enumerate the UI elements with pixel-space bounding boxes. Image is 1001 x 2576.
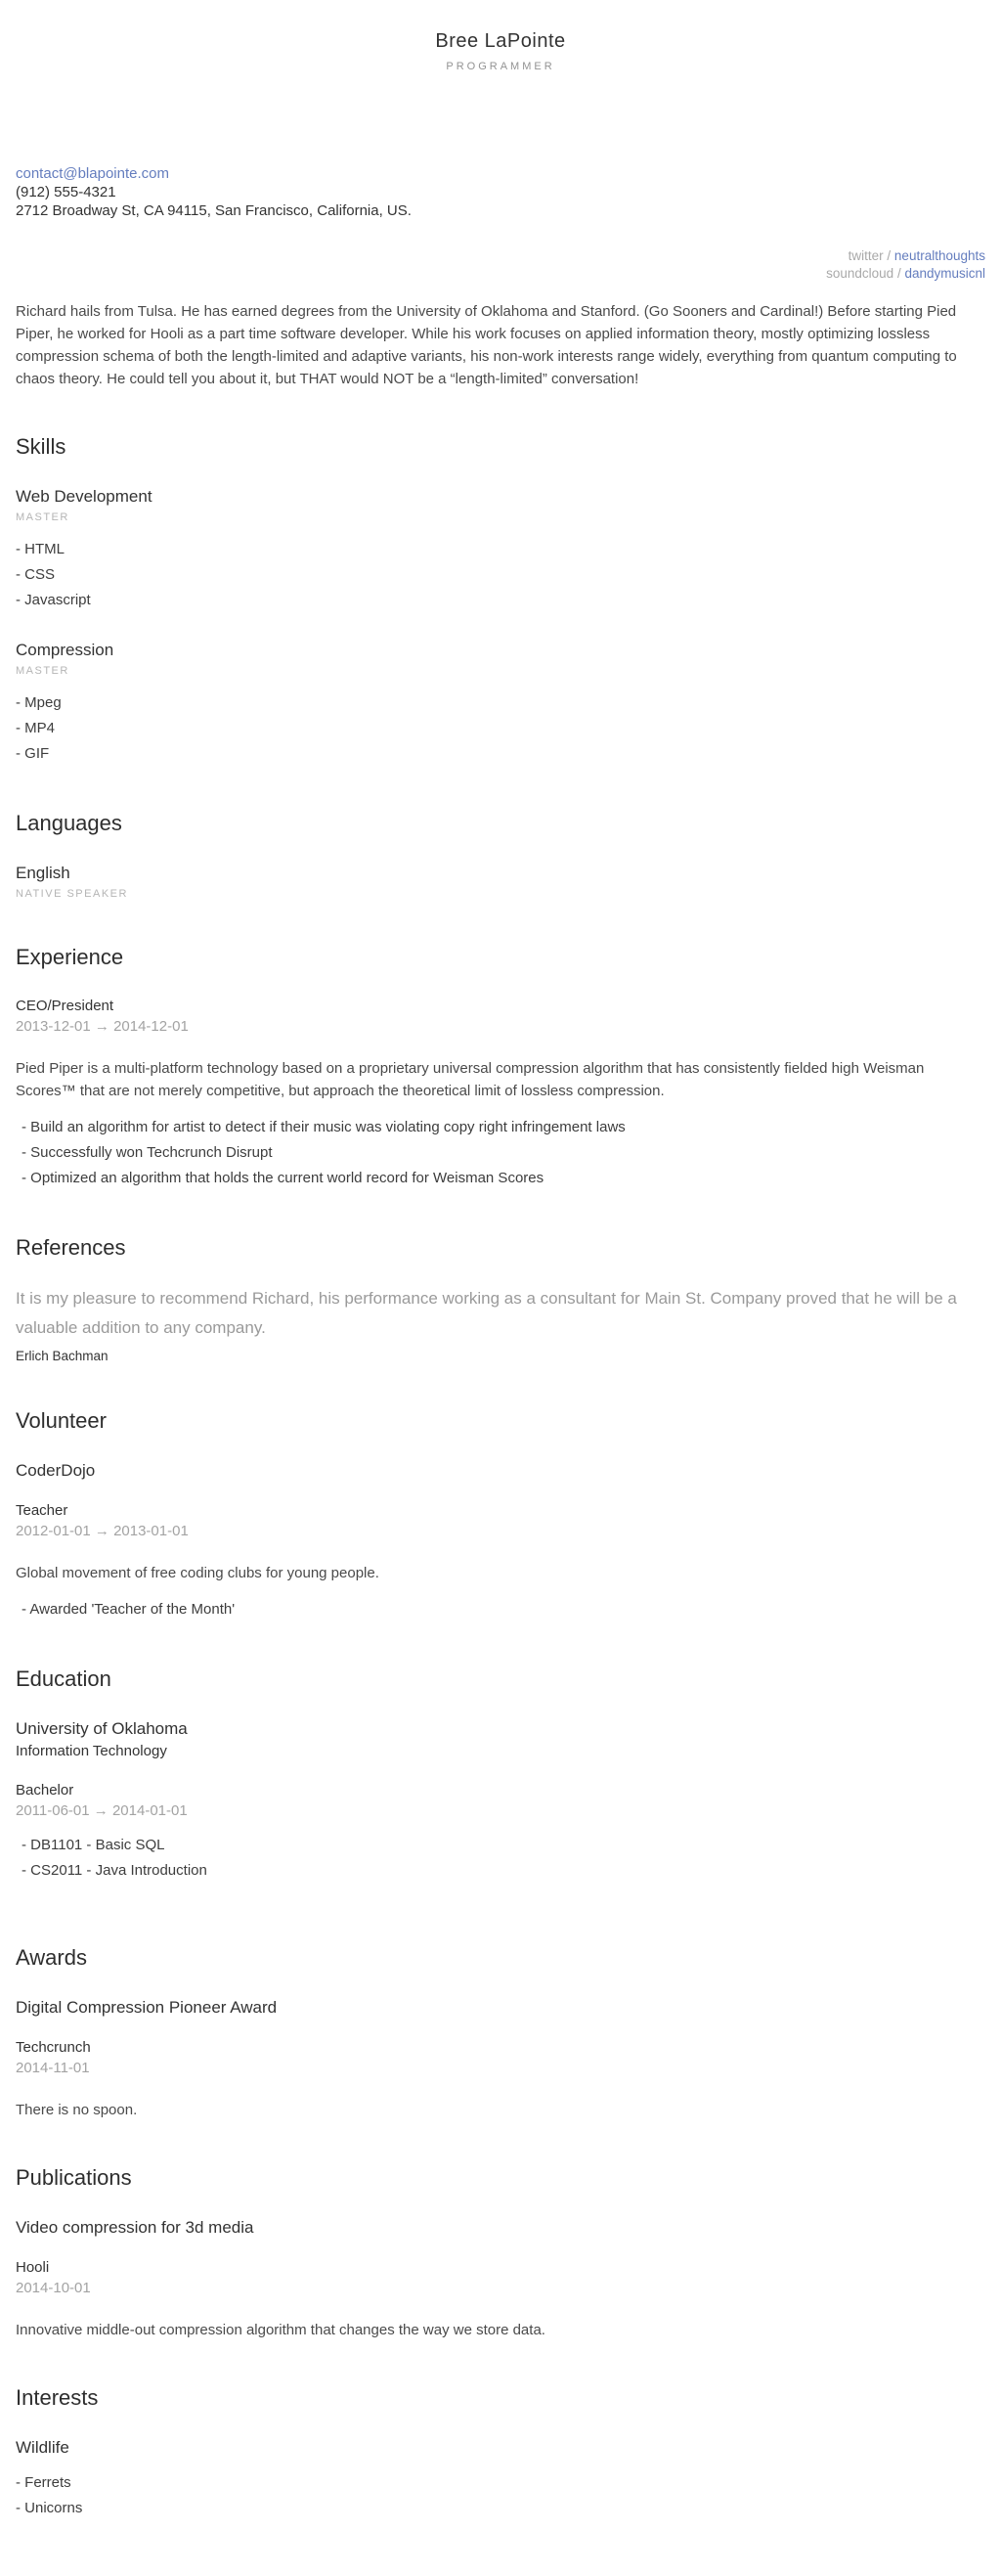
profile-separator: / — [883, 248, 894, 263]
section-experience — [16, 944, 985, 1191]
education-institution: University of Oklahoma — [16, 1719, 188, 1738]
interest-keywords — [16, 2470, 985, 2521]
section-title: References — [16, 1235, 126, 1260]
profile-row-soundcloud — [16, 265, 985, 283]
keyword-item: - Ferrets — [16, 2470, 985, 2496]
highlight-item: - Successfully won Techcrunch Disrupt — [22, 1140, 985, 1166]
section-title: Skills — [16, 434, 66, 459]
volunteer-organization: CoderDojo — [16, 1461, 96, 1480]
profile-row-twitter — [16, 247, 985, 265]
summary-text: Richard hails from Tulsa. He has earned degrees from the University of Oklahoma and Stanford. (Go Sooners and Cardinal!) Before starting Pied Piper, he worked for Hooli as a part time software developer. While his work focuses on applied information theory, mostly optimizing lossless compression schema of both the length-limited and adaptive variants, his non-work interests range widely, everything from quantum computing to chaos theory. He could tell you about it, but THAT would NOT be a “length-limited” conversation! — [16, 303, 957, 387]
job-position: CEO/President — [16, 998, 114, 1014]
contact-email-row — [16, 164, 985, 183]
skill-item — [16, 486, 985, 613]
job-dates: 2013-12-01 → 2014-12-01 — [16, 1018, 189, 1035]
section-languages — [16, 810, 985, 901]
course-item: - CS2011 - Java Introduction — [22, 1858, 985, 1884]
volunteer-position-block — [16, 1501, 985, 1540]
phone-number: (912) 555-4321 — [16, 184, 116, 200]
education-dates: 2011-06-01 → 2014-01-01 — [16, 1802, 188, 1819]
publication-summary: Innovative middle-out compression algorithm that changes the way we store data. — [16, 2322, 545, 2338]
skill-name: Web Development — [16, 487, 152, 506]
award-summary: There is no spoon. — [16, 2102, 138, 2118]
contact-block — [16, 164, 985, 220]
education-courses — [16, 1833, 985, 1884]
skill-keywords — [16, 537, 985, 613]
publication-item — [16, 2217, 985, 2341]
education-degree-block — [16, 1781, 985, 1820]
skill-level: MASTER — [16, 511, 69, 523]
publication-date: 2014-10-01 — [16, 2280, 91, 2296]
keyword-item: - GIF — [16, 741, 985, 767]
education-study-type: Bachelor — [16, 1782, 74, 1799]
profile-username-link[interactable]: neutralthoughts — [893, 248, 985, 263]
keyword-item: - HTML — [16, 537, 985, 562]
section-title: Experience — [16, 945, 124, 969]
profile-network: soundcloud — [826, 265, 894, 281]
section-title: Interests — [16, 2385, 99, 2410]
section-title: Volunteer — [16, 1408, 107, 1433]
section-publications — [16, 2164, 985, 2341]
publication-meta-block — [16, 2258, 985, 2297]
keyword-item: - Mpeg — [16, 690, 985, 716]
keyword-item: - Javascript — [16, 588, 985, 613]
language-name: English — [16, 864, 70, 882]
skill-name: Compression — [16, 641, 114, 659]
award-meta-block — [16, 2038, 985, 2077]
section-title: Awards — [16, 1945, 87, 1970]
section-skills — [16, 433, 985, 767]
resume-header — [16, 29, 985, 73]
highlight-item: - Awarded 'Teacher of the Month' — [22, 1597, 985, 1622]
education-area: Information Technology — [16, 1743, 167, 1759]
volunteer-highlights — [16, 1597, 985, 1622]
experience-item — [16, 997, 985, 1191]
language-fluency: NATIVE SPEAKER — [16, 888, 128, 900]
award-title: Digital Compression Pioneer Award — [16, 1998, 278, 2017]
volunteer-position: Teacher — [16, 1502, 68, 1519]
profile-separator: / — [893, 265, 905, 281]
job-summary: Pied Piper is a multi-platform technology based on a proprietary universal compression algorithm that has consistently fielded high Weisman Scores™ that are not merely competitive, but approach the theoretical limit of lossless compression. — [16, 1060, 925, 1099]
profile-network: twitter — [848, 248, 884, 263]
keyword-item: - Unicorns — [16, 2496, 985, 2521]
skill-keywords — [16, 690, 985, 767]
section-interests — [16, 2384, 985, 2521]
email-link[interactable]: contact@blapointe.com — [16, 165, 169, 182]
highlight-item: - Optimized an algorithm that holds the current world record for Weisman Scores — [22, 1166, 985, 1191]
section-awards — [16, 1944, 985, 2121]
publication-publisher: Hooli — [16, 2259, 50, 2276]
job-highlights — [16, 1115, 985, 1191]
section-title: Education — [16, 1666, 111, 1691]
section-references — [16, 1234, 985, 1364]
skill-level: MASTER — [16, 665, 69, 677]
profile-username-link[interactable]: dandymusicnl — [904, 265, 985, 281]
section-volunteer — [16, 1407, 985, 1622]
volunteer-summary: Global movement of free coding clubs for young people. — [16, 1565, 379, 1581]
course-item: - DB1101 - Basic SQL — [22, 1833, 985, 1858]
award-date: 2014-11-01 — [16, 2060, 90, 2076]
keyword-item: - CSS — [16, 562, 985, 588]
address: 2712 Broadway St, CA 94115, San Francisco, California, US. — [16, 202, 412, 219]
education-item — [16, 1718, 985, 1884]
section-title: Languages — [16, 811, 122, 835]
volunteer-item — [16, 1460, 985, 1622]
interest-name: Wildlife — [16, 2438, 69, 2457]
reference-item — [16, 1284, 985, 1364]
award-item — [16, 1997, 985, 2121]
skill-item — [16, 640, 985, 767]
section-title: Publications — [16, 2165, 132, 2190]
highlight-item: - Build an algorithm for artist to detect if their music was violating copy right infringement laws — [22, 1115, 985, 1140]
award-awarder: Techcrunch — [16, 2039, 91, 2056]
language-item — [16, 863, 985, 901]
interest-item — [16, 2437, 985, 2521]
volunteer-dates: 2012-01-01 → 2013-01-01 — [16, 1523, 189, 1539]
reference-quote: It is my pleasure to recommend Richard, his performance working as a consultant for Main St. Company proved that he will be a valuable addition to any company. — [16, 1289, 957, 1337]
profiles-block — [16, 247, 985, 282]
keyword-item: - MP4 — [16, 716, 985, 741]
candidate-label: PROGRAMMER — [446, 61, 555, 72]
section-education — [16, 1666, 985, 1884]
reference-name: Erlich Bachman — [16, 1349, 109, 1363]
candidate-name: Bree LaPointe — [435, 30, 566, 52]
publication-name: Video compression for 3d media — [16, 2218, 254, 2237]
